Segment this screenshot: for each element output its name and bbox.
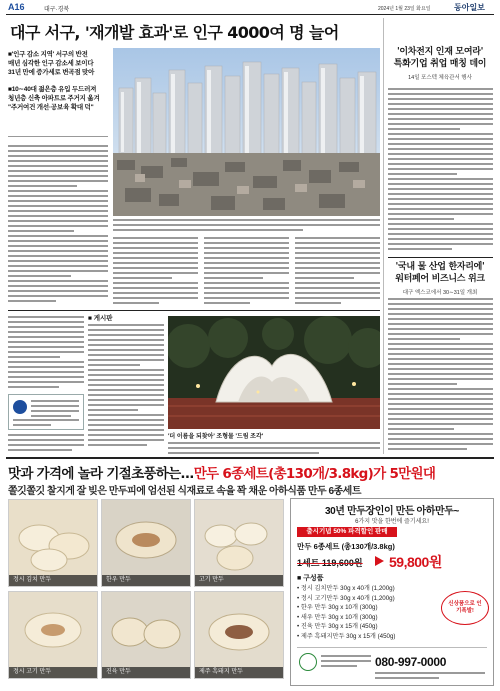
text-line: [8, 321, 84, 323]
text-line: [295, 287, 380, 289]
subhead-line: ■10∼40대 젊은층 유입 두드러져: [8, 86, 97, 93]
text-line: [8, 341, 84, 343]
text-line: [204, 257, 289, 259]
text-line: [295, 272, 380, 274]
text-line: [31, 410, 79, 412]
text-line: [388, 193, 493, 195]
text-line: [13, 419, 79, 421]
dumpling-thumb: [101, 499, 191, 587]
article-body-column: [295, 237, 380, 307]
thumb-label: 진육 만두: [102, 667, 190, 678]
text-line: [8, 285, 108, 287]
text-line: [388, 243, 493, 245]
text-line: [88, 409, 138, 411]
text-line: [388, 218, 454, 220]
text-line: [88, 349, 164, 351]
text-line: [388, 298, 493, 300]
subhead-line: 청년층 신축 아파트로 주거지 옮겨: [8, 95, 100, 102]
dumpling-thumb: [194, 499, 284, 587]
ad-footer-text: [321, 655, 371, 670]
text-line: [388, 333, 493, 335]
text-line: [388, 423, 493, 425]
text-line: [388, 133, 493, 135]
order-phone[interactable]: 080-997-0000: [375, 655, 447, 669]
text-line: [388, 233, 493, 235]
subhead-box: [8, 50, 110, 112]
side-story-1: [386, 46, 494, 81]
text-line: [31, 400, 79, 402]
dumpling-image: [195, 500, 284, 587]
text-line: [113, 229, 303, 231]
text-line: [295, 237, 380, 239]
main-headline: 대구 서구, '재개발 효과'로 인구 4000여 명 늘어: [10, 23, 339, 42]
ad-subtitle: 쫄깃쫄깃 찰지게 잘 빚은 만두피에 엄선된 식재료로 속을 꽉 채운 아하식품 만두 6종세트: [8, 486, 362, 497]
text-line: [388, 108, 493, 110]
text-line: [168, 452, 319, 454]
thumb-label: 한우 만두: [102, 575, 190, 586]
text-line: [388, 398, 493, 400]
brand-logo-icon: [299, 653, 317, 671]
channel-info-text: [13, 419, 79, 429]
dumpling-image: [195, 592, 284, 679]
text-line: [8, 376, 84, 378]
text-line: [295, 282, 380, 284]
text-line: [295, 277, 354, 279]
text-line: [8, 170, 108, 172]
newspaper-logo: 동아일보: [454, 3, 485, 12]
text-line: [88, 389, 164, 391]
text-line: [388, 93, 493, 95]
subhead-line: "주거여건 개선·공보육 확대 덕": [8, 104, 94, 111]
text-line: [8, 200, 108, 202]
text-line: [113, 272, 198, 274]
sculpture-photo: [168, 316, 380, 429]
sculpture-image: [168, 316, 380, 429]
text-line: [321, 665, 357, 667]
text-line: [13, 424, 51, 426]
ad-banner: 30년 만두장인이 만든 아하만두~: [324, 506, 460, 517]
ad-price-old: 1세트 119,600원: [297, 558, 363, 568]
board-column: [88, 324, 164, 449]
text-line: [88, 404, 164, 406]
text-line: [375, 677, 439, 679]
text-line: [388, 403, 493, 405]
component-item: • 한우 만두 30g x 10개 (300g): [297, 604, 378, 611]
dumpling-image: [9, 500, 98, 587]
text-line: [88, 429, 164, 431]
apartment-skyline-image: [113, 48, 380, 216]
text-line: [113, 267, 198, 269]
text-line: [88, 384, 164, 386]
text-line: [388, 358, 493, 360]
text-line: [8, 185, 77, 187]
text-line: [204, 237, 289, 239]
text-line: [8, 386, 59, 388]
text-line: [388, 148, 493, 150]
issue-date: 2024년 1월 23일 화요일: [378, 6, 431, 12]
column-divider: [383, 18, 384, 454]
text-line: [204, 287, 289, 289]
article-body-column: [204, 237, 289, 307]
text-line: [8, 290, 108, 292]
text-line: [388, 158, 493, 160]
text-line: [88, 434, 164, 436]
ad-badge-text: 신상품으로 인기폭발!: [448, 601, 482, 614]
page-number: A16: [8, 2, 25, 12]
text-line: [388, 248, 452, 250]
side-story-body: [388, 88, 493, 253]
text-line: [388, 168, 493, 170]
text-line: [88, 334, 164, 336]
component-item: • 정시 고기만두 30g x 40개 (1,200g): [297, 594, 395, 602]
text-line: [388, 188, 493, 190]
text-line: [8, 356, 60, 358]
text-line: [388, 408, 493, 410]
thumb-label: 제주 흑돼지 만두: [195, 667, 283, 678]
text-line: [8, 361, 84, 363]
text-line: [8, 230, 74, 232]
ad-price-new: 59,800원: [389, 554, 442, 570]
text-line: [8, 150, 108, 152]
text-line: [8, 155, 108, 157]
text-line: [388, 308, 493, 310]
text-line: [88, 444, 147, 446]
text-line: [113, 252, 198, 254]
subhead-line: 매년 심각한 인구 감소세 보이다: [8, 60, 94, 67]
text-line: [8, 434, 84, 436]
text-line: [204, 252, 289, 254]
text-line: [388, 343, 493, 345]
text-line: [8, 235, 108, 237]
text-line: [8, 295, 108, 297]
text-line: [204, 297, 289, 299]
component-item: • 진육 만두 30g x 15개 (450g): [297, 623, 378, 630]
text-line: [88, 439, 164, 441]
component-item: • 제주 흑돼지만두 30g x 15개 (450g): [297, 632, 396, 640]
text-line: [204, 267, 289, 269]
text-line: [8, 381, 84, 383]
ad-title-black: 맛과 가격에 놀라 기절초풍하는...: [8, 466, 194, 482]
text-line: [295, 297, 380, 299]
text-line: [8, 245, 108, 247]
ad-sale-band: 출시기념 50% 파격할인 판매: [297, 527, 397, 537]
text-line: [388, 318, 493, 320]
text-line: [388, 383, 457, 385]
text-line: [388, 413, 493, 415]
text-line: [113, 282, 198, 284]
text-line: [388, 373, 493, 375]
text-line: [388, 348, 493, 350]
text-line: [8, 165, 108, 167]
text-line: [388, 338, 460, 340]
dumpling-image: [102, 500, 191, 587]
text-line: [113, 297, 198, 299]
text-line: [388, 448, 467, 450]
text-line: [88, 324, 164, 326]
ad-box-rule: [297, 647, 487, 648]
text-line: [8, 225, 108, 227]
text-line: [388, 238, 493, 240]
text-line: [388, 353, 493, 355]
text-line: [113, 219, 380, 221]
subhead-line: ■'인구 감소 지역' 서구의 반전: [8, 51, 88, 58]
text-line: [388, 313, 493, 315]
text-line: [295, 267, 380, 269]
text-line: [388, 103, 493, 105]
text-line: [8, 280, 108, 282]
text-line: [388, 388, 493, 390]
text-line: [388, 208, 493, 210]
text-line: [388, 123, 493, 125]
thumb-label: 정시 고기 만두: [9, 667, 97, 678]
text-line: [88, 344, 164, 346]
text-line: [8, 316, 84, 318]
ad-footer-text: [375, 672, 485, 682]
text-line: [295, 262, 380, 264]
dumpling-thumb: [8, 591, 98, 679]
text-line: [8, 351, 84, 353]
text-line: [8, 255, 108, 257]
text-line: [113, 237, 198, 239]
section-name: 대구·경북: [44, 7, 70, 13]
text-line: [8, 275, 71, 277]
ad-set-name: 만두 6종세트 (총130개/3.8kg): [297, 542, 395, 551]
text-line: [8, 220, 108, 222]
text-line: [113, 257, 198, 259]
text-line: [388, 393, 493, 395]
ad-title: [8, 462, 435, 482]
channel-info-text: [31, 400, 79, 420]
text-line: [31, 405, 79, 407]
subhead-line: 31년 만에 증가세로 변곡점 맞아: [8, 69, 95, 76]
text-line: [113, 277, 172, 279]
text-line: [88, 394, 164, 396]
text-line: [8, 444, 84, 446]
text-line: [204, 272, 289, 274]
text-line: [388, 88, 493, 90]
text-line: [8, 145, 108, 147]
sculpture-caption-title: '더 이름을 되찾아' 조형물 '드림 조각': [168, 434, 264, 440]
sculpture-caption-body: [168, 442, 380, 454]
text-line: [375, 672, 485, 674]
side-headline: '국내 물 산업 한자리에': [395, 262, 485, 272]
ad-offer-box: [290, 498, 494, 686]
thumb-label: 고기 만두: [195, 575, 283, 586]
text-line: [388, 118, 493, 120]
article-body-column: [8, 145, 108, 305]
text-line: [8, 336, 84, 338]
text-line: [388, 418, 493, 420]
text-line: [204, 247, 289, 249]
text-line: [321, 655, 371, 657]
text-line: [388, 113, 493, 115]
text-line: [8, 160, 108, 162]
ad-components-label: ■ 구성품: [297, 575, 324, 582]
side-story-2: [386, 261, 494, 296]
text-line: [8, 195, 108, 197]
text-line: [88, 379, 164, 381]
side-story-body: [388, 298, 493, 453]
text-line: [88, 339, 164, 341]
text-line: [388, 433, 493, 435]
text-line: [88, 419, 164, 421]
text-line: [8, 439, 84, 441]
text-line: [8, 175, 108, 177]
text-line: [388, 228, 493, 230]
text-line: [388, 443, 493, 445]
text-line: [388, 368, 493, 370]
text-line: [295, 252, 380, 254]
text-line: [388, 363, 493, 365]
text-line: [388, 323, 493, 325]
text-line: [388, 163, 493, 165]
article-body-column: [8, 434, 84, 454]
side-headline: 워터페어 비즈니스 위크: [395, 274, 485, 284]
text-line: [88, 424, 164, 426]
text-line: [388, 213, 493, 215]
text-line: [8, 250, 108, 252]
text-line: [388, 128, 460, 130]
text-line: [168, 447, 380, 449]
ad-top-rule: [6, 457, 494, 459]
text-line: [388, 143, 493, 145]
header-rule: [6, 14, 494, 15]
text-line: [388, 428, 454, 430]
text-line: [321, 660, 371, 662]
text-line: [8, 240, 108, 242]
text-line: [204, 242, 289, 244]
text-line: [204, 262, 289, 264]
text-line: [388, 98, 493, 100]
text-line: [113, 224, 380, 226]
text-line: [8, 331, 84, 333]
text-line: [113, 262, 198, 264]
text-line: [388, 138, 493, 140]
text-line: [388, 183, 493, 185]
text-line: [204, 277, 263, 279]
text-line: [295, 247, 380, 249]
section-rule: [8, 310, 380, 311]
text-line: [295, 257, 380, 259]
text-line: [295, 242, 380, 244]
text-line: [388, 438, 493, 440]
text-line: [204, 292, 289, 294]
text-line: [295, 292, 380, 294]
channel-info-box: [8, 394, 84, 430]
component-item: • 새우 만두 30g x 10개 (300g): [297, 613, 378, 621]
ad-components-list: [297, 584, 437, 641]
thumb-label: 정시 김치 만두: [9, 575, 97, 586]
text-line: [8, 215, 108, 217]
text-line: [88, 399, 164, 401]
text-line: [388, 328, 493, 330]
text-line: [388, 178, 493, 180]
side-headline: '이차전지 인재 모여라': [396, 47, 484, 57]
text-line: [8, 270, 108, 272]
text-line: [8, 371, 84, 373]
ad-tagline: 6가지 맛을 한번에 즐기세요!: [355, 519, 429, 525]
text-line: [113, 287, 198, 289]
side-headline: 특화기업 취업 매칭 데이: [393, 59, 487, 69]
text-line: [88, 364, 140, 366]
channel-logo-icon: [13, 400, 27, 414]
sculpture-caption: [168, 431, 380, 457]
side-subtitle: 대구 엑스코에서 30∼31일 개최: [402, 290, 478, 296]
text-line: [31, 415, 71, 417]
article-body-column: [113, 237, 198, 307]
component-item: • 정시 김치만두 30g x 40개 (1,200g): [297, 585, 395, 592]
text-line: [88, 374, 164, 376]
side-subtitle: 14일 포스텍 체육관서 행사: [408, 75, 472, 81]
text-line: [113, 292, 198, 294]
text-line: [113, 242, 198, 244]
text-line: [8, 449, 72, 451]
dumpling-image: [102, 592, 191, 679]
text-line: [88, 369, 164, 371]
ad-title-red: 만두 6종세트(총130개/3.8kg)가 5만원대: [193, 466, 436, 482]
text-line: [388, 223, 493, 225]
ad-badge: [441, 591, 489, 625]
text-line: [204, 282, 289, 284]
text-line: [88, 354, 164, 356]
subhead-rule: [8, 136, 108, 137]
city-photo: [113, 48, 380, 216]
text-line: [8, 265, 108, 267]
text-line: [113, 247, 198, 249]
text-line: [388, 173, 457, 175]
text-line: [388, 203, 493, 205]
dumpling-thumb: [8, 499, 98, 587]
text-line: [8, 180, 108, 182]
text-line: [8, 210, 108, 212]
text-line: [388, 303, 493, 305]
text-line: [8, 326, 84, 328]
text-line: [8, 190, 108, 192]
text-line: [388, 153, 493, 155]
text-line: [388, 198, 493, 200]
text-line: [113, 302, 159, 304]
text-line: [88, 329, 164, 331]
dumpling-image: [9, 592, 98, 679]
article-body-column: [8, 316, 84, 391]
text-line: [168, 442, 380, 444]
board-label: ■ 게시판: [88, 315, 113, 322]
text-line: [388, 378, 493, 380]
text-line: [88, 359, 164, 361]
side-rule: [388, 257, 493, 258]
text-line: [8, 346, 84, 348]
arrow-icon: [375, 556, 384, 566]
text-line: [8, 260, 108, 262]
text-line: [8, 205, 108, 207]
text-line: [204, 302, 250, 304]
text-line: [295, 302, 341, 304]
text-line: [8, 366, 84, 368]
text-line: [8, 300, 56, 302]
dumpling-thumb: [194, 591, 284, 679]
dumpling-thumb: [101, 591, 191, 679]
photo-caption: [113, 219, 380, 234]
text-line: [88, 414, 164, 416]
